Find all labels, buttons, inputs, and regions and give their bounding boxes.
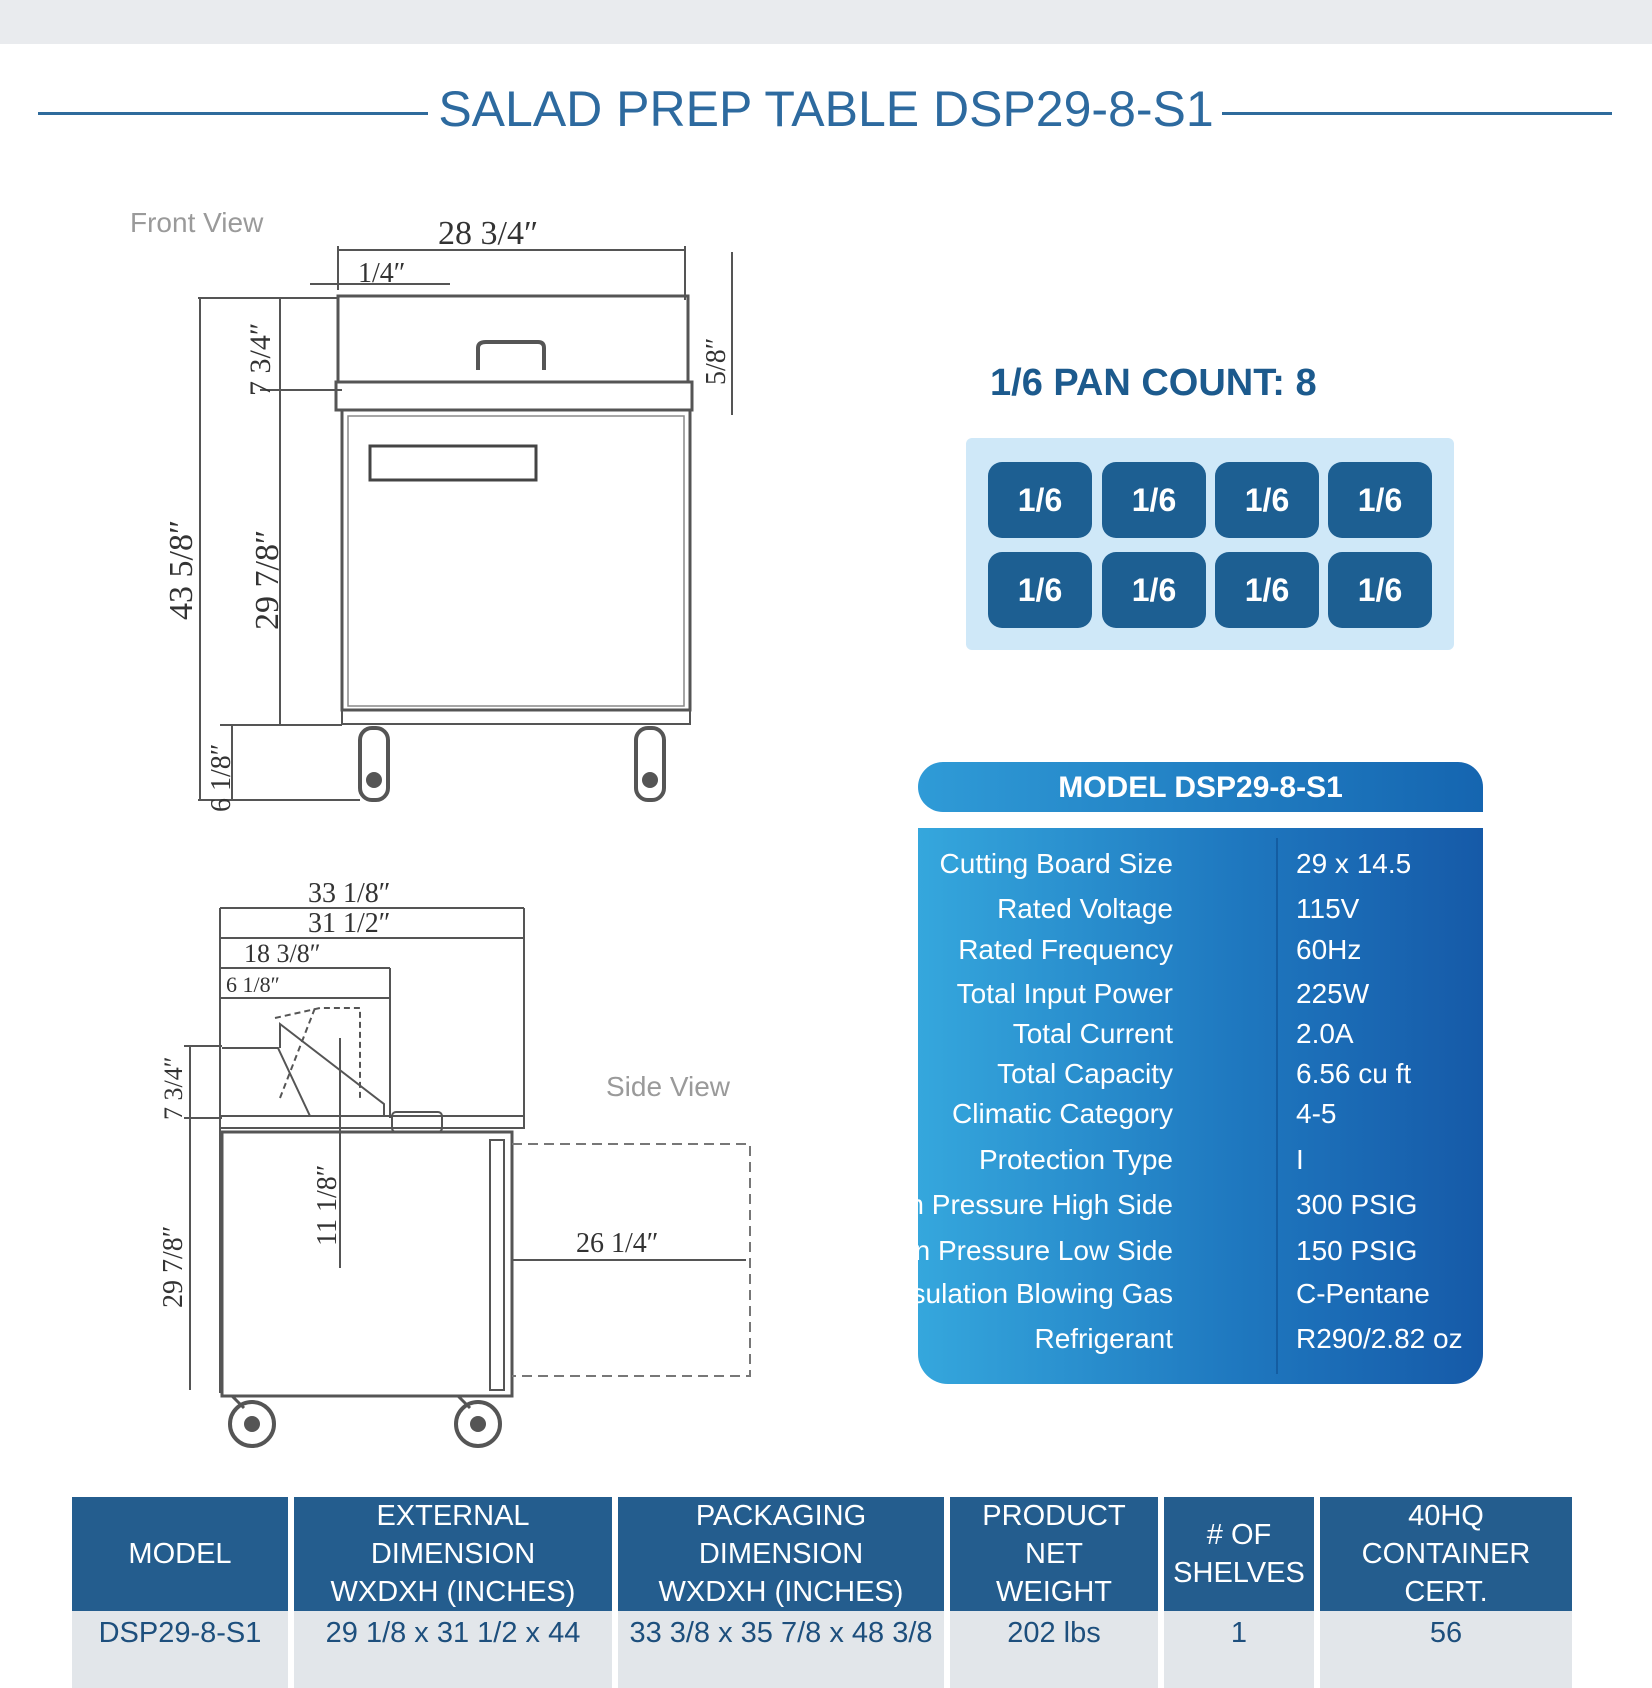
dim-side-pan-depth: 6 1/8″ (226, 972, 280, 997)
cell-net-weight: 202 lbs (950, 1611, 1158, 1688)
dim-side-depth-total: 33 1/8″ (308, 878, 391, 909)
spec-row (918, 1058, 1483, 1098)
pan-cell: 1/6 (1102, 552, 1206, 628)
spec-key: Design Pressure High Side (836, 1189, 1173, 1220)
spec-value: 2.0A (1296, 1018, 1354, 1049)
dim-front-width: 28 3/4″ (438, 215, 539, 252)
pan-cell: 1/6 (1328, 552, 1432, 628)
side-view-label: Side View (606, 1071, 731, 1102)
spec-row (918, 848, 1483, 888)
dim-front-five-eight: 5/8″ (701, 337, 732, 385)
page-title: SALAD PREP TABLE DSP29-8-S1 (438, 81, 1214, 137)
spec-row (918, 1018, 1483, 1058)
table-row (72, 1611, 1572, 1688)
spec-row (836, 1189, 1483, 1229)
spec-row (918, 934, 1483, 974)
dim-front-body-height: 29 7/8″ (249, 529, 286, 630)
pan-cell: 1/6 (988, 462, 1092, 538)
spec-key: Rated Frequency (958, 934, 1173, 965)
front-view-label: Front View (130, 207, 264, 238)
dim-front-total-height: 43 5/8″ (163, 519, 200, 620)
spec-value: 300 PSIG (1296, 1189, 1418, 1220)
spec-value: R290/2.82 oz (1296, 1323, 1463, 1354)
cell-external-dimension: 29 1/8 x 31 1/2 x 44 (294, 1611, 612, 1688)
spec-panel-header: MODEL DSP29-8-S1 (918, 762, 1483, 812)
col-external-dimension: EXTERNAL DIMENSION WXDXH (INCHES) (294, 1497, 612, 1611)
dim-side-depth-body: 31 1/2″ (308, 908, 391, 939)
spec-value: C-Pentane (1296, 1278, 1430, 1309)
col-net-weight: PRODUCT NET WEIGHT (950, 1497, 1158, 1611)
dim-side-top-height: 7 3/4″ (159, 1056, 188, 1120)
col-packaging-dimension: PACKAGING DIMENSION WXDXH (INCHES) (618, 1497, 944, 1611)
spec-row (918, 1323, 1483, 1363)
spec-key: Refrigerant (1034, 1323, 1173, 1354)
spec-key: Total Current (1012, 1018, 1173, 1049)
spec-value: 4-5 (1296, 1098, 1337, 1129)
dim-front-quarter: 1/4″ (358, 258, 406, 289)
pan-cell: 1/6 (988, 552, 1092, 628)
dim-side-door-swing: 26 1/4″ (576, 1228, 659, 1259)
dim-front-caster: 6 1/8″ (206, 743, 237, 812)
front-view-drawing (120, 200, 760, 840)
dim-side-rail-depth: 18 3/8″ (244, 939, 321, 968)
spec-key: Total Input Power (956, 978, 1173, 1009)
spec-key: Insulation Blowing Gas (888, 1278, 1173, 1309)
col-shelves: # OF SHELVES (1164, 1497, 1314, 1611)
col-container: 40HQ CONTAINER CERT. (1320, 1497, 1572, 1611)
col-model: MODEL (72, 1497, 288, 1611)
dim-side-inner-height: 11 1/8″ (312, 1164, 343, 1246)
spec-value: 60Hz (1296, 934, 1362, 965)
spec-key: Total Capacity (997, 1058, 1173, 1089)
top-bar (0, 0, 1652, 44)
cell-packaging-dimension: 33 3/8 x 35 7/8 x 48 3/8 (618, 1611, 944, 1688)
spec-row (918, 893, 1483, 933)
spec-key: Protection Type (978, 1144, 1173, 1175)
spec-row (918, 978, 1483, 1018)
spec-key: Cutting Board Size (939, 848, 1173, 879)
spec-value: 225W (1296, 978, 1370, 1009)
cell-container: 56 (1320, 1611, 1572, 1688)
side-view-drawing (140, 868, 780, 1458)
spec-key: Climatic Category (952, 1098, 1173, 1129)
spec-value: 6.56 cu ft (1296, 1058, 1412, 1089)
spec-value: 115V (1296, 893, 1360, 924)
pan-cell: 1/6 (1102, 462, 1206, 538)
spec-value: 150 PSIG (1296, 1235, 1418, 1266)
spec-row (918, 1144, 1483, 1184)
dim-side-body-height: 29 7/8″ (158, 1225, 189, 1308)
spec-key: Rated Voltage (997, 893, 1173, 924)
cell-model: DSP29-8-S1 (72, 1611, 288, 1688)
spec-row (843, 1235, 1483, 1275)
spec-value: I (1296, 1144, 1304, 1175)
pan-count-title: 1/6 PAN COUNT: 8 (990, 362, 1317, 404)
pan-cell: 1/6 (1328, 462, 1432, 538)
pan-cell: 1/6 (1215, 462, 1319, 538)
dim-front-seven: 7 3/4″ (244, 322, 277, 396)
pan-cell: 1/6 (1215, 552, 1319, 628)
cell-shelves: 1 (1164, 1611, 1314, 1688)
table-header-row (72, 1497, 1572, 1611)
spec-row (888, 1278, 1483, 1318)
spec-row (918, 1098, 1483, 1138)
spec-key: Design Pressure Low Side (843, 1235, 1173, 1266)
spec-value: 29 x 14.5 (1296, 848, 1412, 879)
spec-table (66, 1497, 1578, 1688)
